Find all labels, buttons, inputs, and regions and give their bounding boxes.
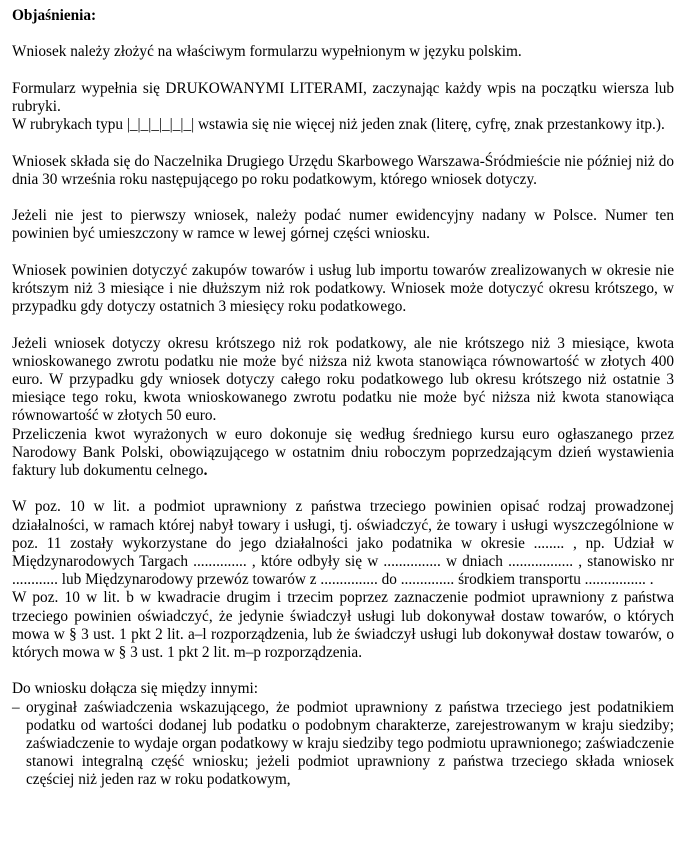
spacer: [12, 480, 674, 498]
spacer: [12, 62, 674, 80]
list-dash: –: [12, 698, 20, 716]
list-item-text: oryginał zaświadczenia wskazującego, że podmiot uprawniony z państwa trzeciego jest podatnikiem podatku od wartości dodanej lub podatku o podobnym charakterze, zarejestrowanym w kraju siedziby; zaświadczenie to wydaje organ podatkowy w kraju siedziby tego podmiotu uprawnionego; zaświadczenie stanowi integralną część wniosku; jeżeli podmiot uprawniony z państwa trzeciego składa wniosek częściej niż jeden raz w roku podatkowym,: [26, 698, 674, 789]
paragraph-period: Wniosek powinien dotyczyć zakupów towarów i usług lub importu towarów zrealizowanych w okresie nie krótszym niż 3 miesiące i nie dłuższym niż rok podatkowy. Wniosek może dotyczyć okresu krótszego, w przypadku gdy dotyczy ostatnich 3 miesięcy roku podatkowego.: [12, 261, 674, 316]
document-page: [12, 7, 674, 790]
paragraph-item-10b: W poz. 10 w lit. b w kwadracie drugim i trzecim poprzez zaznaczenie podmiot uprawniony z państwa trzeciego powinien oświadczyć, że jedynie świadczył usługi lub dokonywał dostaw towarów, o których mowa w § 3 ust. 1 pkt 2 lit. a–l rozporządzenia, lub że świadczył usługi lub dokonywał dostaw towarów, o których mowa w § 3 ust. 1 pkt 2 lit. m–p rozporządzenia.: [12, 589, 674, 661]
paragraph-capital-letters: Formularz wypełnia się DRUKOWANYMI LITERAMI, zaczynając każdy wpis na początku wiersza lub rubryki.: [12, 79, 674, 115]
spacer: [12, 244, 674, 262]
spacer: [12, 134, 674, 152]
paragraph-minimum-amount: Jeżeli wniosek dotyczy okresu krótszego niż rok podatkowy, ale nie krótszego niż 3 miesiące, kwota wnioskowanego zwrotu podatku nie może być niższa niż kwota stanowiąca równowartość w złotych 400 euro. W przypadku gdy wniosek dotyczy całego roku podatkowego lub okresu krótszego niż ostatnie 3 miesiące tego roku, kwota wnioskowanego zwrotu podatku nie może być niższa niż kwota stanowiąca równowartość w złotych 50 euro.: [12, 334, 674, 425]
list-item: [12, 699, 674, 790]
spacer: [12, 662, 674, 680]
paragraph-language: Wniosek należy złożyć na właściwym formularzu wypełnionym w języku polskim.: [12, 43, 522, 61]
exchange-rate-text: Przeliczenia kwot wyrażonych w euro dokonuje się według średniego kursu euro ogłaszanego przez Narodowy Bank Polski, obowiązującego w ostatnim dniu roboczym poprzedzającym dzień wystawienia faktury lub dokumentu celnego: [12, 425, 674, 479]
exchange-rate-period: .: [203, 461, 208, 479]
attachments-list: [12, 699, 674, 790]
spacer: [12, 189, 674, 207]
paragraph-character-boxes: W rubrykach typu |_|_|_|_|_|_| wstawia się nie więcej niż jeden znak (literę, cyfrę, znak przestankowy itp.).: [12, 116, 665, 134]
paragraph-attachments-intro: Do wniosku dołącza się między innymi:: [12, 680, 258, 698]
spacer: [12, 25, 674, 43]
paragraph-registration-number: Jeżeli nie jest to pierwszy wniosek, należy podać numer ewidencyjny nadany w Polsce. Numer ten powinien być umieszczony w ramce w lewej górnej części wniosku.: [12, 207, 674, 243]
paragraph-exchange-rate: [12, 426, 674, 481]
paragraph-item-10a: W poz. 10 w lit. a podmiot uprawniony z państwa trzeciego powinien opisać rodzaj prowadzonej działalności, w ramach której nabył towary i usługi, tj. oświadczyć, że towary i usługi wyszczególnione w poz. 11 zostały wykorzystane do jego działalności jako podatnika w okresie ........ , np. Udział w Międzynarodowych Targach .............. , które odbyły się w ............... w dniach ................. , stanowisko nr ............ lub Międzynarodowy przewóz towarów z ............... do .............. środkiem transportu ................ .: [12, 498, 674, 589]
section-heading: Objaśnienia:: [12, 7, 97, 24]
paragraph-submission-office: Wniosek składa się do Naczelnika Drugiego Urzędu Skarbowego Warszawa-Śródmieście nie później niż do dnia 30 września roku następującego po roku podatkowym, którego wniosek dotyczy.: [12, 152, 674, 188]
spacer: [12, 316, 674, 334]
